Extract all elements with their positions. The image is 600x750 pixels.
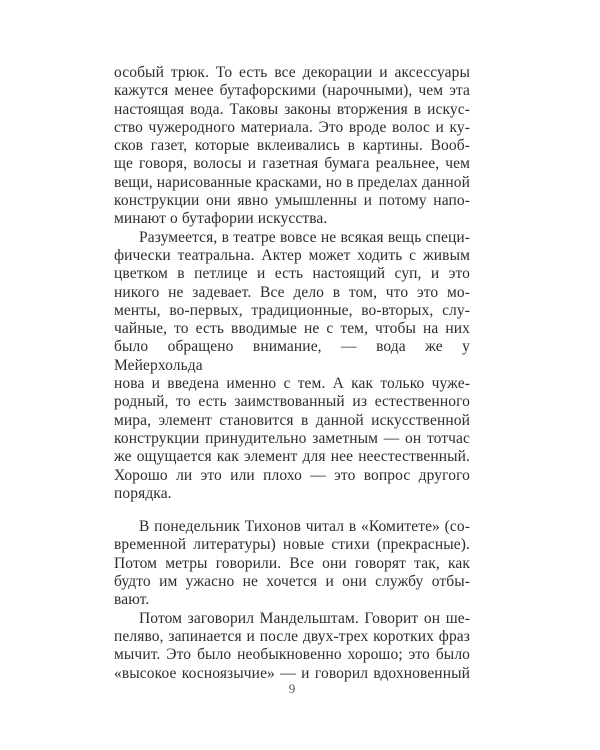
text-line: порядка. <box>114 484 172 502</box>
paragraph <box>114 64 470 229</box>
text-line: нова и введена именно с тем. А как только чуже- <box>114 375 470 393</box>
text-line: Потом метры говорили. Все они говорят так, как <box>114 554 470 572</box>
text-line: «высокое косноязычие» — и говорил вдохновенный <box>114 664 470 682</box>
text-line: пеляво, запинается и после двух-трех коротких фраз <box>114 627 470 645</box>
text-line: родный, то есть заимствованный из естественного <box>114 393 470 411</box>
text-line: мычит. Это было необыкновенно хорошо; это было <box>114 646 470 664</box>
text-line: вещи, нарисованные красками, но в пределах данной <box>114 173 470 191</box>
text-line: вают. <box>114 591 150 609</box>
page-number: 9 <box>288 681 296 696</box>
text-line: будто им ужасно не хочется и они службу отбы- <box>114 573 470 591</box>
text-line: ство чужеродного материала. Это вроде волос и ку- <box>114 118 470 136</box>
text-line: Хорошо ли это или плохо — это вопрос другого <box>114 466 470 484</box>
text-line: В понедельник Тихонов читал в «Комитете» (со- <box>139 518 470 536</box>
text-line: же ощущается как элемент для нее неестественный. <box>114 448 470 466</box>
text-line: кажутся менее бутафорскими (нарочными), чем эта <box>114 82 470 100</box>
text-line: конструкции они явно умышленны и потому напо- <box>114 192 470 210</box>
text-line: было обращено внимание, — вода же у Мейерхольда <box>114 338 470 374</box>
text-line: менты, во-первых, традиционные, во-вторых, слу- <box>114 301 470 319</box>
text-line: чайные, то есть вводимые не с тем, чтобы на них <box>114 320 470 338</box>
text-line: мира, элемент становится в данной искусственной <box>114 411 470 429</box>
text-line: цветком в петлице и есть настоящий суп, и это <box>114 265 470 283</box>
text-line: Потом заговорил Мандельштам. Говорит он ше- <box>139 609 470 627</box>
text-line: особый трюк. То есть все декорации и аксессуары <box>114 64 470 81</box>
text-block <box>114 64 470 683</box>
text-line: Разумеется, в театре вовсе не всякая вещь специ- <box>139 228 470 246</box>
text-line: конструкции принудительно заметным — он тотчас <box>114 429 470 447</box>
text-line: никого не задевает. Все дело в том, что это мо- <box>114 283 470 301</box>
paragraph <box>114 610 470 683</box>
text-line: настоящая вода. Таковы законы вторжения в искус- <box>114 100 470 118</box>
text-line: ще говоря, волосы и газетная бумага реальнее, чем <box>114 155 470 173</box>
text-line: сков газет, которые вклеивались в картины. Вооб- <box>114 137 470 155</box>
paragraph <box>114 518 470 609</box>
text-line: временной литературы) новые стихи (прекрасные). <box>114 536 470 554</box>
text-line: фически театральна. Актер может ходить с живым <box>114 246 470 264</box>
text-line: минают о бутафории искусства. <box>114 210 328 228</box>
paragraph <box>114 229 470 503</box>
